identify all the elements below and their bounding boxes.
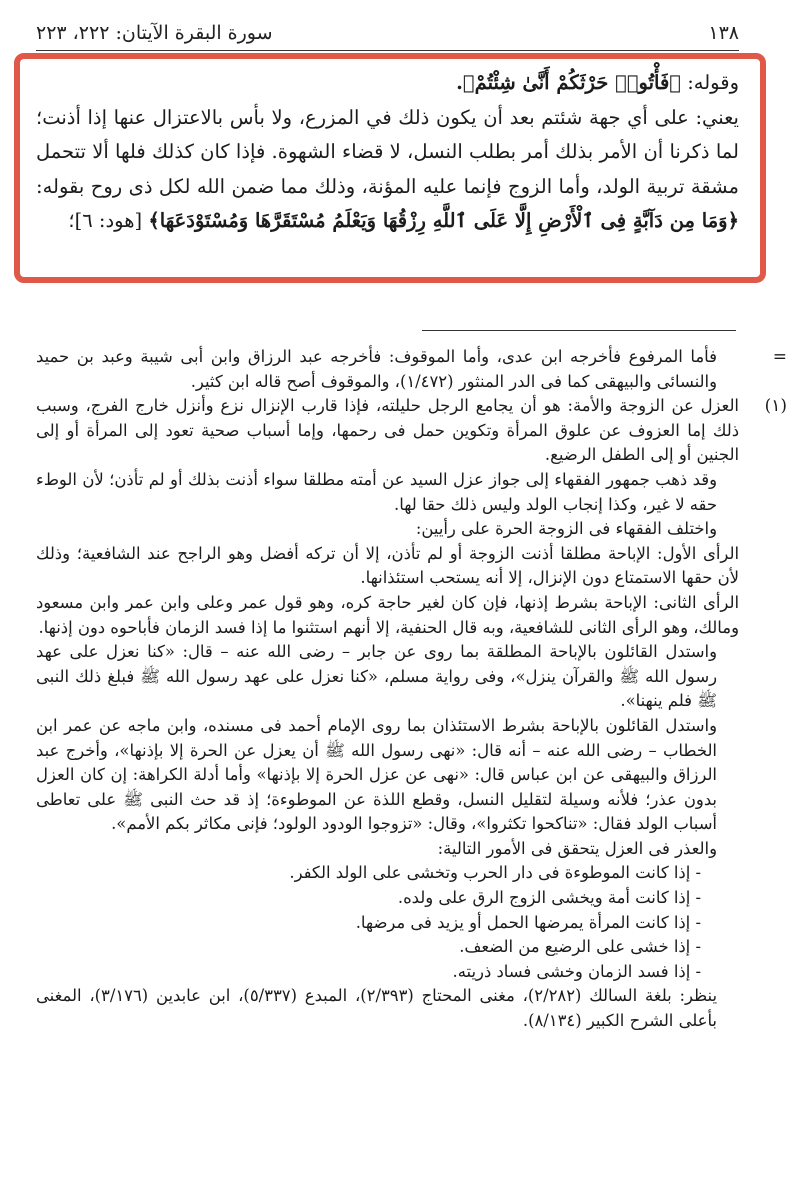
surah-title: سورة البقرة الآيتان: ٢٢٢، ٢٢٣ [36, 22, 273, 44]
footnote-references: ينظر: بلغة السالك (٢/٢٨٢)، مغنى المحتاج (٢/٣٩٣)، المبدع (٥/٣٣٧)، ابن عابدين (٣/١٧٦)، المغنى بأعلى الشرح الكبير (٨/١٣٤). [36, 986, 718, 1031]
footnote-1-marker: (١) [764, 396, 787, 417]
list-item: - إذا خشى على الرضيع من الضعف. [459, 937, 701, 957]
footnote-evidence-2: واستدل القائلون بالإباحة بشرط الاستئذان بما روى الإمام أحمد فى مسنده، وابن ماجه عن عمر ابن الخطاب – رضى الله عنه – أنه قال: «نهى رسول الله ﷺ أن يعزل عن الحرة إلا بإذنها»، وأخرج عبد الرزاق والبيهقى عن ابن عباس قال: «نهى عن عزل الحرة إلا بإذنها» وأما أدلة الكراهة: إن كان العزل بدون عذر؛ فلأنه وسيلة لتقليل النسل، وقطع اللذة عن الموطوءة؛ إذ قد حث النبى ﷺ على تعاطى أسباب الولد فقال: «تناكحوا تكثروا»، وقال: «تزوجوا الودود الولود؛ فإنى مكاثر بكم الأمم». [36, 715, 717, 834]
footnote-1 [36, 394, 787, 468]
header-divider [36, 50, 739, 51]
quoted-verse-2: ﴿وَمَا مِن دَآبَّةٍ فِى ٱلْأَرْضِ إِلَّا عَلَى ٱللَّهِ رِزْقُهَا وَيَعْلَمُ مُسْتَقَرَّهَا وَمُسْتَوْدَعَهَا﴾ [148, 209, 739, 232]
footnote-continuation-text: فأما المرفوع فأخرجه ابن عدى، وأما الموقوف: فأخرجه عبد الرزاق وابن أبى شيبة وعبد بن حميد والنسائى والبيهقى كما فى الدر المنثور (١/٤٧٢)، والموقوف أصح قاله ابن كثير. [36, 347, 717, 391]
verse-2-reference: [هود: ٦]؛ [68, 209, 149, 232]
page-number: ١٣٨ [708, 22, 739, 44]
quoted-verse: ﴿فَأْتُوا۟ حَرْثَكُمْ أَنَّىٰ شِئْتُمْ﴾. [456, 71, 682, 94]
list-item: - إذا كانت المرأة يمرضها الحمل أو يزيد فى مرضها. [355, 912, 701, 932]
excuse-list [36, 861, 739, 984]
footnote-opinion-1: الرأى الأول: الإباحة مطلقا أذنت الزوجة أو لم تأذن، إلا أن تركه أفضل وهو الراجح عند الشافعية؛ وذلك لأن حقها الاستمتاع دون الإنزال، إلا أنه يستحب استئذانها. [36, 543, 739, 588]
footnote-1-definition: العزل عن الزوجة والأمة: هو أن يجامع الرجل حليلته، فإذا قارب الإنزال نزع وأنزل خارج الفرج، وسبب ذلك إما العزوف عن علوق المرأة وتكوين حمل فى رحمها، وإما أسباب صحية تعود إلى المرأة أو إلى الجنين أو إلى الطفل الرضيع. [36, 396, 739, 465]
footnote-free-wife: واختلف الفقهاء فى الزوجة الحرة على رأيين: [415, 519, 717, 539]
footnote-opinion-2: الرأى الثانى: الإباحة بشرط إذنها، فإن كان لغير حاجة كره، وهو قول عمر وعلى وابن عمر وابن مسعود ومالك، وهو الرأى الثانى للشافعية، وبه قال الحنفية، إلا أنهم استثنوا ما إذا فسد الزمان فأباحوه دون إذنها. [36, 592, 739, 637]
footnote-majority: وقد ذهب جمهور الفقهاء إلى جواز عزل السيد عن أمته مطلقا سواء أذنت بذلك أو لم تأذن؛ لأن الوطء حقه لا غير، وكذا إنجاب الولد وليس ذلك حقا لها. [36, 469, 717, 514]
footnotes [36, 345, 787, 1165]
footnote-divider [422, 330, 736, 331]
page-header [36, 20, 739, 46]
continuation-marker: = [772, 347, 787, 367]
footnote-continuation [36, 345, 787, 394]
main-paragraph-text: يعني: على أي جهة شئتم بعد أن يكون ذلك في المزرع، ولا بأس بالاعتزال عنها إذا أذنت؛ لما ذكرنا أن الأمر بذلك أمر بطلب النسل، لا قضاء الشهوة. فإذا كان كذلك فلها ألا تتحمل مشقة تربية الولد، وأما الزوج فإنما عليه المؤنة، وذلك مما ضمن الله لكل ذى روح بقوله: [36, 105, 739, 198]
intro-label: وقوله: [681, 71, 739, 94]
footnote-excuse-intro: والعذر فى العزل يتحقق فى الأمور التالية: [437, 838, 717, 858]
list-item: - إذا كانت الموطوءة فى دار الحرب وتخشى على الولد الكفر. [289, 863, 701, 883]
highlight-box [14, 53, 766, 283]
list-item: - إذا كانت أمة ويخشى الزوج الرق على ولده. [397, 888, 701, 908]
list-item: - إذا فسد الزمان وخشى فساد ذريته. [452, 961, 701, 981]
footnote-evidence-1: واستدل القائلون بالإباحة المطلقة بما روى عن جابر – رضى الله عنه – قال: «كنا نعزل على عهد رسول الله ﷺ والقرآن ينزل»، وفى رواية مسلم، «كنا نعزل على عهد رسول الله ﷺ فبلغ ذلك النبى ﷺ فلم ينهنا». [36, 642, 717, 711]
